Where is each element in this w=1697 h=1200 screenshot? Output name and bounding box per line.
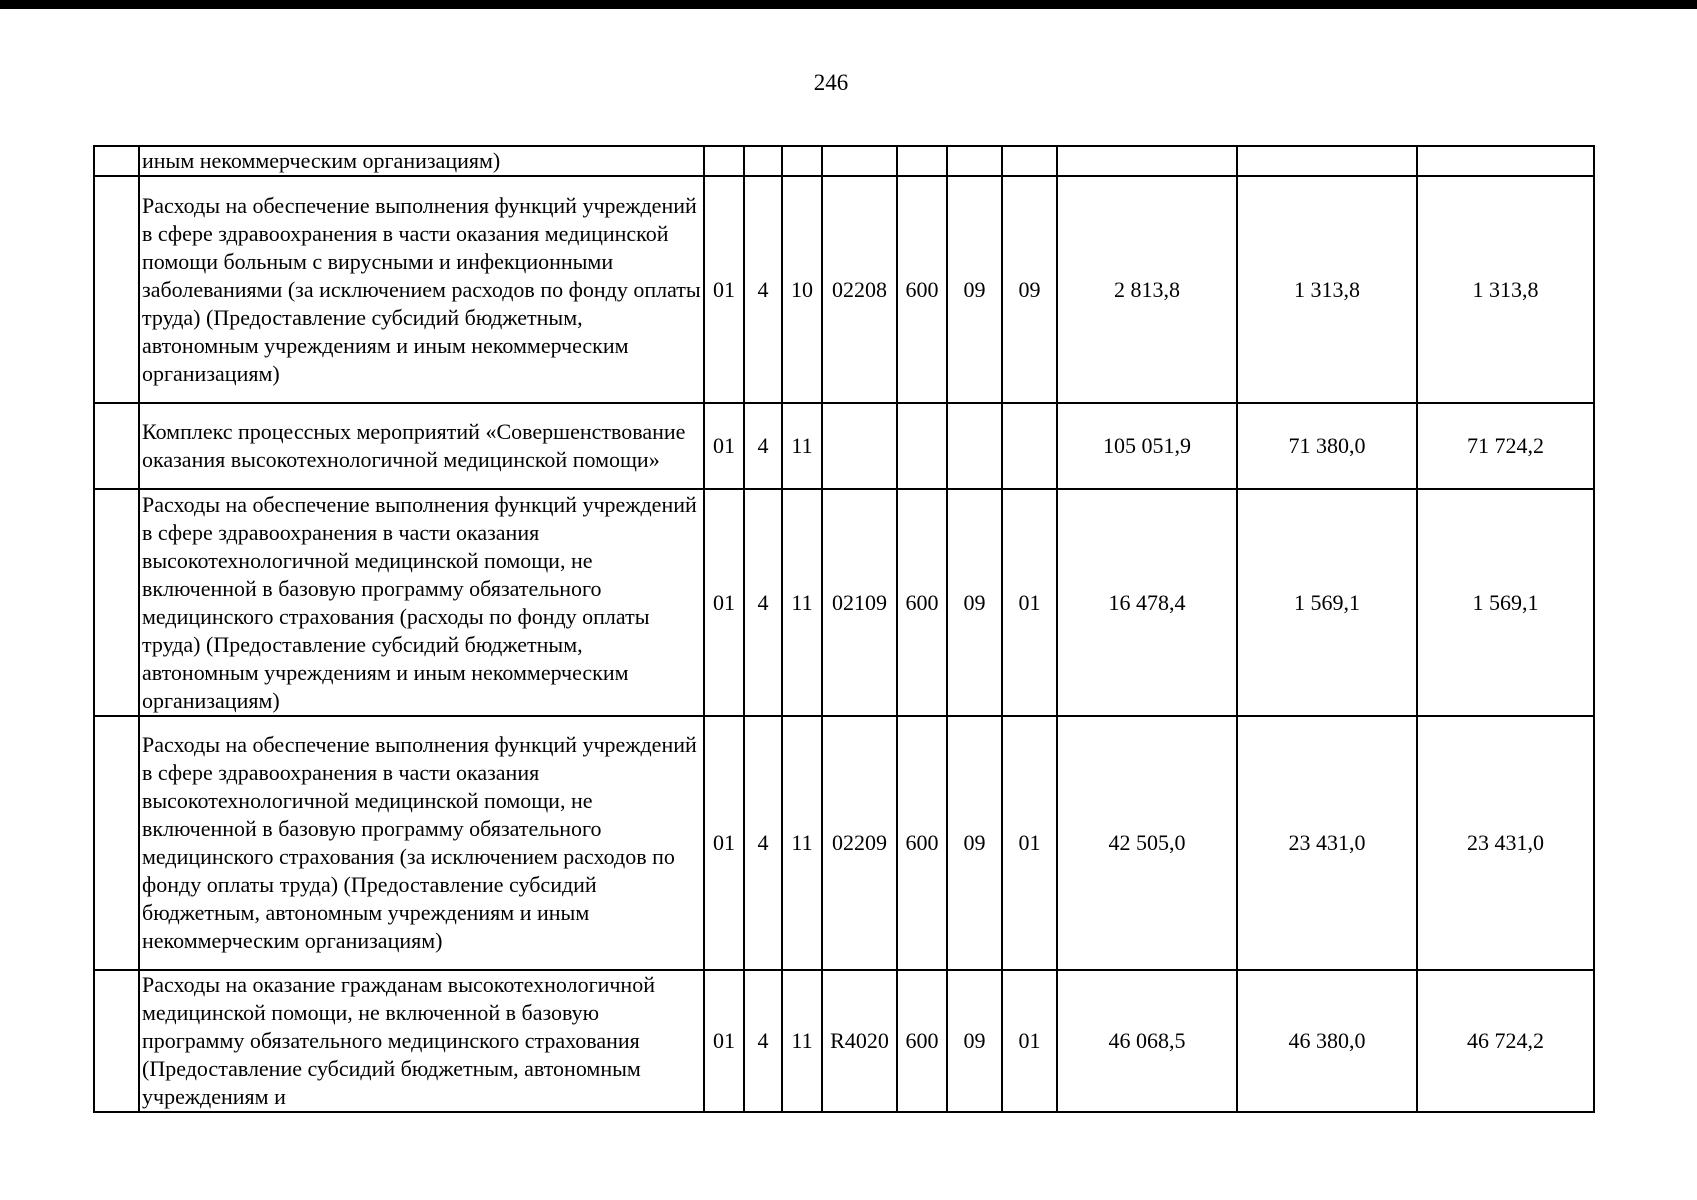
subprogram-cell: 4	[744, 489, 782, 716]
program-cell: 01	[704, 970, 744, 1112]
subsection-cell: 01	[1002, 489, 1057, 716]
amount-year3-cell: 1 313,8	[1417, 176, 1594, 403]
table-row	[94, 176, 1594, 403]
row-number-cell	[94, 176, 139, 403]
subsection-cell: 01	[1002, 716, 1057, 970]
subsection-cell	[1002, 403, 1057, 489]
row-number-cell	[94, 716, 139, 970]
section-cell: 09	[947, 716, 1002, 970]
expense-code-cell: 02209	[822, 716, 897, 970]
amount-year1-cell: 2 813,8	[1057, 176, 1237, 403]
amount-year2-cell	[1237, 146, 1417, 176]
section-cell: 09	[947, 176, 1002, 403]
description-cell: Расходы на обеспечение выполнения функций учреждений в сфере здравоохранения в части оказания медицинской помощи больным с вирусными и инфекционными заболеваниями (за исключением расходов по фонду оплаты труда) (Предоставление субсидий бюджетным, автономным учреждениям и иным некоммерческим организациям)	[139, 176, 704, 403]
amount-year3-cell: 1 569,1	[1417, 489, 1594, 716]
expense-type-cell: 600	[897, 176, 947, 403]
subprogram-cell: 4	[744, 970, 782, 1112]
table-row	[94, 970, 1594, 1112]
description-cell: иным некоммерческим организациям)	[139, 146, 704, 176]
expense-type-cell: 600	[897, 716, 947, 970]
description-cell: Расходы на оказание гражданам высокотехнологичной медицинской помощи, не включенной в базовую программу обязательного медицинского страхования (Предоставление субсидий бюджетным, автономным учреждениям и	[139, 970, 704, 1112]
subsection-cell: 01	[1002, 970, 1057, 1112]
table-row	[94, 489, 1594, 716]
amount-year2-cell: 1 313,8	[1237, 176, 1417, 403]
expense-type-cell: 600	[897, 489, 947, 716]
program-cell: 01	[704, 176, 744, 403]
row-number-cell	[94, 489, 139, 716]
subprogram-cell: 4	[744, 176, 782, 403]
row-number-cell	[94, 403, 139, 489]
program-cell	[704, 146, 744, 176]
description-cell: Расходы на обеспечение выполнения функций учреждений в сфере здравоохранения в части оказания высокотехнологичной медицинской помощи, не включенной в базовую программу обязательного медицинского страхования (расходы по фонду оплаты труда) (Предоставление субсидий бюджетным, автономным учреждениям и иным некоммерческим организациям)	[139, 489, 704, 716]
subsection-cell: 09	[1002, 176, 1057, 403]
page-number: 246	[813, 70, 849, 95]
program-cell: 01	[704, 489, 744, 716]
scan-top-border	[0, 0, 1697, 9]
direction-cell: 11	[782, 403, 822, 489]
table-row	[94, 716, 1594, 970]
table-row	[94, 146, 1594, 176]
direction-cell: 11	[782, 489, 822, 716]
direction-cell: 11	[782, 716, 822, 970]
expense-code-cell: R4020	[822, 970, 897, 1112]
amount-year1-cell: 105 051,9	[1057, 403, 1237, 489]
amount-year3-cell: 23 431,0	[1417, 716, 1594, 970]
row-number-cell	[94, 970, 139, 1112]
section-cell: 09	[947, 970, 1002, 1112]
section-cell	[947, 146, 1002, 176]
amount-year3-cell: 46 724,2	[1417, 970, 1594, 1112]
expense-code-cell: 02109	[822, 489, 897, 716]
row-number-cell	[94, 146, 139, 176]
amount-year1-cell: 46 068,5	[1057, 970, 1237, 1112]
amount-year2-cell: 46 380,0	[1237, 970, 1417, 1112]
section-cell	[947, 403, 1002, 489]
subprogram-cell: 4	[744, 403, 782, 489]
amount-year2-cell: 1 569,1	[1237, 489, 1417, 716]
section-cell: 09	[947, 489, 1002, 716]
description-cell: Комплекс процессных мероприятий «Совершенствование оказания высокотехнологичной медицинской помощи»	[139, 403, 704, 489]
amount-year2-cell: 71 380,0	[1237, 403, 1417, 489]
description-cell: Расходы на обеспечение выполнения функций учреждений в сфере здравоохранения в части оказания высокотехнологичной медицинской помощи, не включенной в базовую программу обязательного медицинского страхования (за исключением расходов по фонду оплаты труда) (Предоставление субсидий бюджетным, автономным учреждениям и иным некоммерческим организациям)	[139, 716, 704, 970]
program-cell: 01	[704, 403, 744, 489]
subprogram-cell: 4	[744, 716, 782, 970]
subsection-cell	[1002, 146, 1057, 176]
direction-cell: 11	[782, 970, 822, 1112]
direction-cell: 10	[782, 176, 822, 403]
amount-year3-cell: 71 724,2	[1417, 403, 1594, 489]
amount-year1-cell: 16 478,4	[1057, 489, 1237, 716]
table-row	[94, 403, 1594, 489]
budget-table	[93, 145, 1595, 1113]
expense-code-cell: 02208	[822, 176, 897, 403]
amount-year1-cell: 42 505,0	[1057, 716, 1237, 970]
amount-year1-cell	[1057, 146, 1237, 176]
amount-year2-cell: 23 431,0	[1237, 716, 1417, 970]
expense-code-cell	[822, 146, 897, 176]
expense-type-cell	[897, 146, 947, 176]
expense-type-cell: 600	[897, 970, 947, 1112]
amount-year3-cell	[1417, 146, 1594, 176]
expense-type-cell	[897, 403, 947, 489]
direction-cell	[782, 146, 822, 176]
program-cell: 01	[704, 716, 744, 970]
subprogram-cell	[744, 146, 782, 176]
expense-code-cell	[822, 403, 897, 489]
